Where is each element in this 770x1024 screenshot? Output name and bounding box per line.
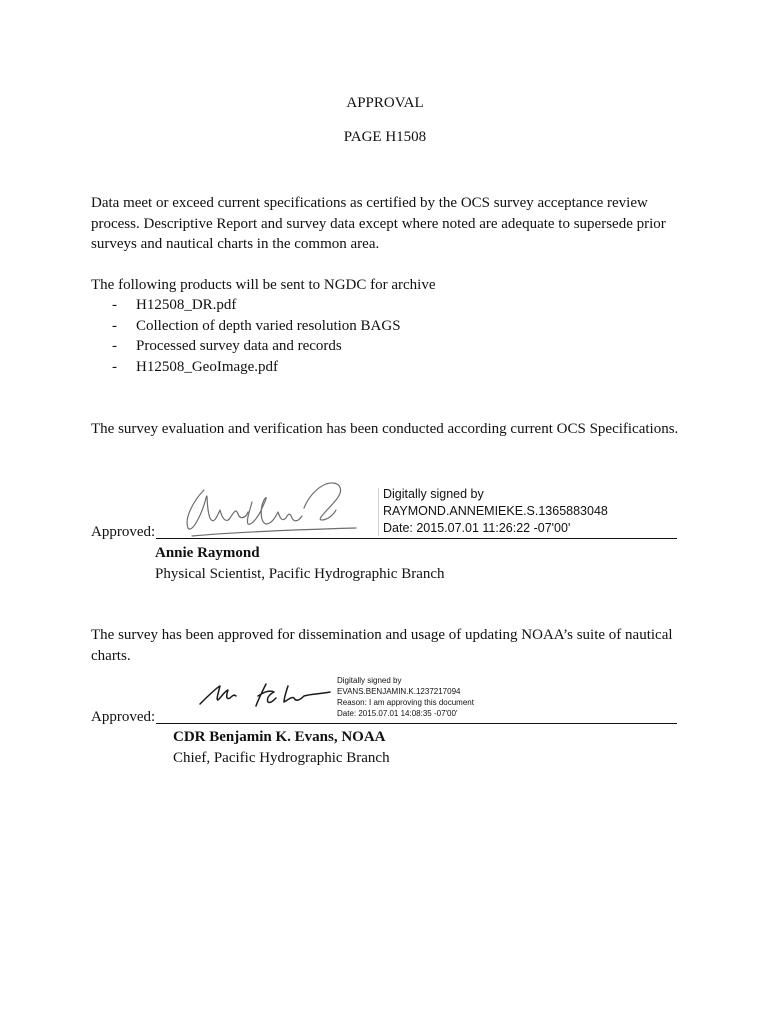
digital-signature-line: Digitally signed by [383, 487, 484, 501]
products-intro: The following products will be sent to NGDC for archive [91, 277, 436, 293]
document-title: APPROVAL [346, 95, 424, 111]
digital-signature-line: Date: 2015.07.01 14:08:35 -07'00' [337, 709, 458, 718]
signature-line [156, 538, 677, 539]
signature-line [156, 723, 677, 724]
dissemination-paragraph: The survey has been approved for dissemination and usage of updating NOAA’s suite of nautical charts. [91, 627, 673, 664]
dash-bullet: - [112, 358, 117, 375]
signature-divider [378, 488, 379, 536]
handwritten-signature-raymond [176, 478, 376, 542]
intro-paragraph: Data meet or exceed current specifications as certified by the OCS survey acceptance review process. Descriptive Report and survey data except where noted are adequate to supersede prior surveys and nautical charts in the common area. [91, 195, 666, 252]
digital-signature-block [383, 486, 608, 537]
approved-label: Approved: [91, 524, 156, 540]
dash-bullet: - [112, 317, 117, 334]
signer-title: Chief, Pacific Hydrographic Branch [173, 750, 390, 766]
approved-label: Approved: [91, 709, 156, 725]
list-item-text: Collection of depth varied resolution BAGS [136, 317, 401, 334]
list-item-text: H12508_GeoImage.pdf [136, 358, 279, 375]
digital-signature-line: Date: 2015.07.01 11:26:22 -07'00' [383, 521, 571, 535]
signer-name: Annie Raymond [155, 545, 260, 561]
list-item [112, 316, 401, 337]
dash-bullet: - [112, 338, 117, 354]
digital-signature-line: RAYMOND.ANNEMIEKE.S.1365883048 [383, 504, 608, 518]
list-item [112, 357, 401, 378]
products-list [112, 295, 401, 377]
digital-signature-block [337, 675, 474, 719]
list-item-text: H12508_DR.pdf [136, 297, 237, 313]
page-number: PAGE H1508 [343, 129, 427, 145]
evaluation-paragraph: The survey evaluation and verification has been conducted according current OCS Specifications. [91, 421, 679, 437]
list-item-text: Processed survey data and records [136, 338, 342, 354]
digital-signature-line: Reason: I am approving this document [337, 698, 474, 707]
signer-name: CDR Benjamin K. Evans, NOAA [173, 729, 386, 745]
list-item [112, 336, 401, 357]
digital-signature-line: Digitally signed by [337, 676, 402, 685]
dash-bullet: - [112, 297, 117, 313]
signer-title: Physical Scientist, Pacific Hydrographic Branch [155, 566, 445, 582]
list-item [112, 295, 401, 316]
handwritten-signature-evans [196, 678, 338, 716]
digital-signature-line: EVANS.BENJAMIN.K.1237217094 [337, 687, 461, 696]
